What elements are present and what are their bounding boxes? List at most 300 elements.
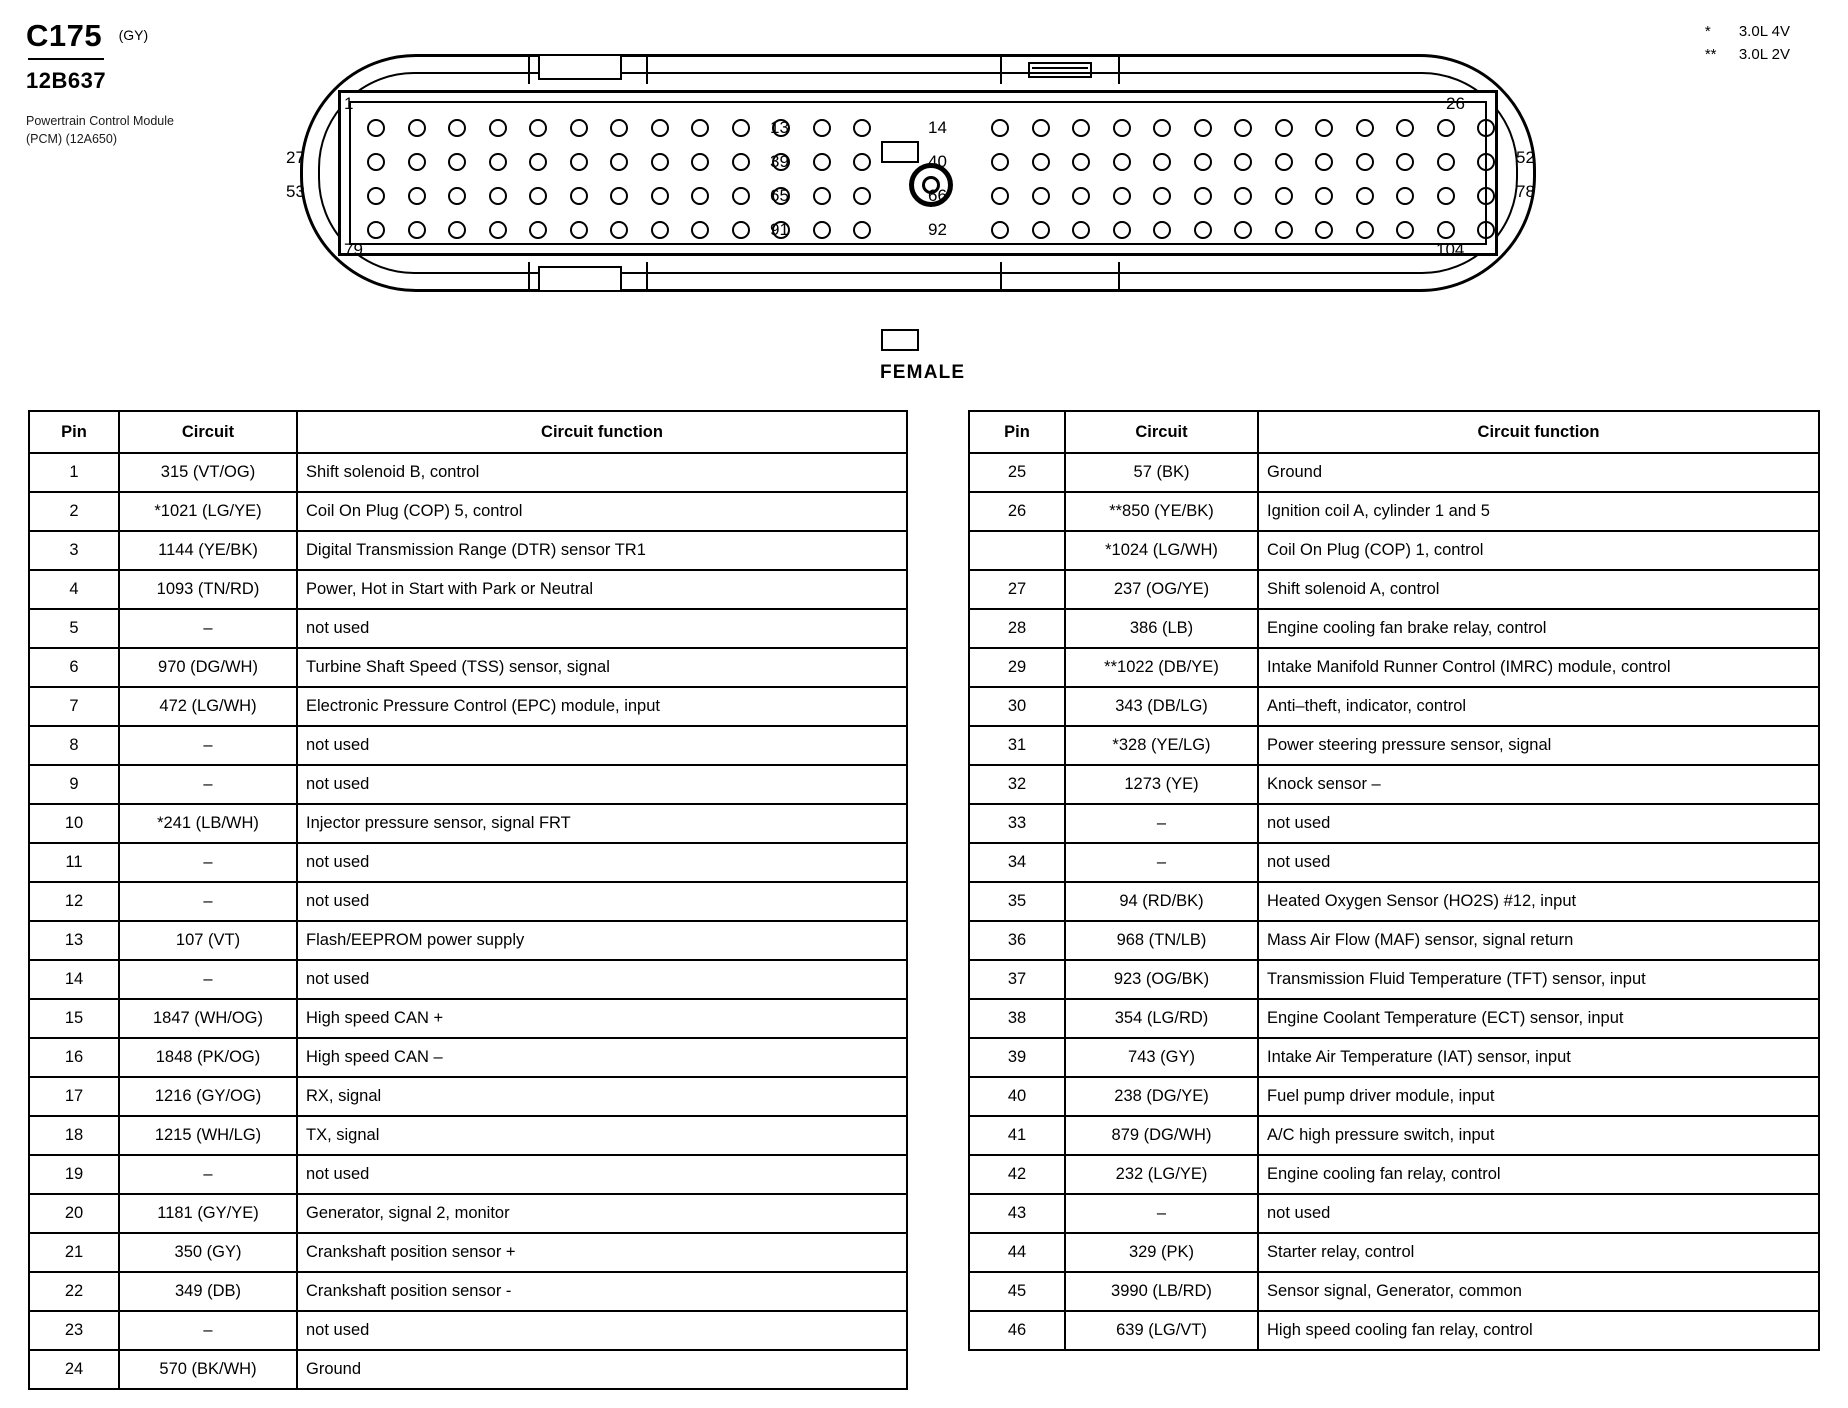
cell-circuit-function: Power, Hot in Start with Park or Neutral <box>297 570 907 609</box>
cell-pin: 17 <box>29 1077 119 1116</box>
pin-hole <box>1356 187 1374 205</box>
cell-pin: 24 <box>29 1350 119 1389</box>
cell-circuit: – <box>1065 804 1258 843</box>
cell-pin: 12 <box>29 882 119 921</box>
cell-circuit-function: Ground <box>297 1350 907 1389</box>
pin-label-104: 104 <box>1436 240 1465 259</box>
cell-circuit: – <box>119 882 297 921</box>
cell-circuit: – <box>119 1155 297 1194</box>
cell-circuit: 1848 (PK/OG) <box>119 1038 297 1077</box>
cell-circuit: 343 (DB/LG) <box>1065 687 1258 726</box>
pin-hole <box>853 119 871 137</box>
pin-hole <box>691 221 709 239</box>
pin-hole <box>691 153 709 171</box>
cell-circuit: 472 (LG/WH) <box>119 687 297 726</box>
pin-label-92: 92 <box>928 220 947 239</box>
pin-hole <box>1194 153 1212 171</box>
cell-pin: 1 <box>29 453 119 492</box>
cell-circuit-function: Sensor signal, Generator, common <box>1258 1272 1819 1311</box>
table-row <box>29 921 907 960</box>
cell-circuit: 350 (GY) <box>119 1233 297 1272</box>
cell-circuit: 879 (DG/WH) <box>1065 1116 1258 1155</box>
cell-circuit-function: not used <box>297 1155 907 1194</box>
pin-hole <box>1032 119 1050 137</box>
pin-hole <box>1194 221 1212 239</box>
pin-label-1: 1 <box>344 94 354 113</box>
cell-circuit: 354 (LG/RD) <box>1065 999 1258 1038</box>
legend-text: 3.0L 4V <box>1738 23 1790 40</box>
pin-hole <box>651 119 669 137</box>
pin-hole <box>1072 153 1090 171</box>
cell-circuit-function: Shift solenoid B, control <box>297 453 907 492</box>
connector-tab-top-left <box>538 54 622 80</box>
legend-mark: * <box>1704 23 1711 40</box>
table-row <box>29 882 907 921</box>
connector-top-marking <box>1028 62 1092 78</box>
table-row <box>969 960 1819 999</box>
pin-hole <box>1032 187 1050 205</box>
cell-pin: 11 <box>29 843 119 882</box>
pin-hole <box>1356 119 1374 137</box>
column-header-circuit: Circuit <box>1065 411 1258 453</box>
cell-circuit: 349 (DB) <box>119 1272 297 1311</box>
cell-pin: 44 <box>969 1233 1065 1272</box>
pin-hole <box>651 153 669 171</box>
cell-pin <box>969 531 1065 570</box>
pin-hole <box>1234 187 1252 205</box>
pin-hole <box>1113 221 1131 239</box>
table-row <box>969 1233 1819 1272</box>
cell-circuit-function: Turbine Shaft Speed (TSS) sensor, signal <box>297 648 907 687</box>
part-number: 12B637 <box>26 68 107 93</box>
pin-hole <box>570 119 588 137</box>
pin-hole <box>1032 221 1050 239</box>
pin-label-66: 66 <box>928 186 947 205</box>
pin-hole <box>1275 221 1293 239</box>
pin-hole <box>1194 119 1212 137</box>
cell-pin: 19 <box>29 1155 119 1194</box>
legend-mark: ** <box>1704 46 1717 64</box>
cell-pin: 10 <box>29 804 119 843</box>
pin-hole <box>691 187 709 205</box>
pin-hole <box>448 153 466 171</box>
pin-hole <box>991 119 1009 137</box>
table-row <box>29 999 907 1038</box>
connector-key-top <box>881 141 919 163</box>
pin-hole <box>1275 119 1293 137</box>
pin-hole <box>610 187 628 205</box>
table-row <box>969 1311 1819 1350</box>
cell-circuit-function: Heated Oxygen Sensor (HO2S) #12, input <box>1258 882 1819 921</box>
pin-hole <box>367 187 385 205</box>
cell-circuit-function: Flash/EEPROM power supply <box>297 921 907 960</box>
pin-hole <box>1315 221 1333 239</box>
cell-circuit-function: not used <box>297 609 907 648</box>
cell-circuit: 1144 (YE/BK) <box>119 531 297 570</box>
pin-hole <box>813 153 831 171</box>
pin-hole <box>732 153 750 171</box>
column-header-function: Circuit function <box>1258 411 1819 453</box>
pin-hole <box>1153 187 1171 205</box>
pin-hole <box>408 153 426 171</box>
table-row <box>969 648 1819 687</box>
cell-circuit-function: Intake Manifold Runner Control (IMRC) module, control <box>1258 648 1819 687</box>
pin-hole <box>1153 119 1171 137</box>
cell-circuit: – <box>119 609 297 648</box>
pin-hole <box>991 153 1009 171</box>
cell-pin: 32 <box>969 765 1065 804</box>
cell-pin: 7 <box>29 687 119 726</box>
cell-circuit-function: Ground <box>1258 453 1819 492</box>
table-row <box>29 765 907 804</box>
connector-diagram <box>286 40 1540 290</box>
pin-hole <box>489 119 507 137</box>
table-row <box>969 687 1819 726</box>
pin-row-left-1 <box>367 119 871 137</box>
pin-hole <box>1194 187 1212 205</box>
pin-row-left-3 <box>367 187 871 205</box>
cell-circuit: 743 (GY) <box>1065 1038 1258 1077</box>
pin-label-78: 78 <box>1516 182 1535 201</box>
pin-hole <box>448 221 466 239</box>
cell-circuit: 1093 (TN/RD) <box>119 570 297 609</box>
cell-pin: 41 <box>969 1116 1065 1155</box>
column-header-circuit: Circuit <box>119 411 297 453</box>
pin-hole <box>732 119 750 137</box>
cell-circuit: 970 (DG/WH) <box>119 648 297 687</box>
cell-circuit-function: Power steering pressure sensor, signal <box>1258 726 1819 765</box>
pin-label-40: 40 <box>928 152 947 171</box>
pin-label-79: 79 <box>344 240 363 259</box>
pin-hole <box>1396 187 1414 205</box>
column-header-pin: Pin <box>969 411 1065 453</box>
cell-circuit: – <box>119 843 297 882</box>
cell-circuit-function: not used <box>297 1311 907 1350</box>
cell-pin: 20 <box>29 1194 119 1233</box>
pin-hole <box>1437 221 1455 239</box>
cell-pin: 3 <box>29 531 119 570</box>
table-row <box>29 1116 907 1155</box>
cell-circuit: *328 (YE/LG) <box>1065 726 1258 765</box>
pin-hole <box>1477 119 1495 137</box>
pin-hole <box>367 153 385 171</box>
pin-hole <box>1275 187 1293 205</box>
table-row <box>29 1233 907 1272</box>
pinout-table-left <box>28 410 908 1390</box>
cell-circuit-function: Engine Coolant Temperature (ECT) sensor, input <box>1258 999 1819 1038</box>
pin-row-left-2 <box>367 153 871 171</box>
pin-row-right-4 <box>991 221 1495 239</box>
cell-pin: 40 <box>969 1077 1065 1116</box>
pin-hole <box>367 119 385 137</box>
cell-circuit-function: Fuel pump driver module, input <box>1258 1077 1819 1116</box>
cell-circuit: 639 (LG/VT) <box>1065 1311 1258 1350</box>
pin-row-left-4 <box>367 221 871 239</box>
table-row <box>29 687 907 726</box>
cell-circuit-function: not used <box>1258 1194 1819 1233</box>
legend-item <box>1705 20 1790 43</box>
pin-hole <box>1477 187 1495 205</box>
cell-circuit: 237 (OG/YE) <box>1065 570 1258 609</box>
table-row <box>969 1272 1819 1311</box>
cell-pin: 37 <box>969 960 1065 999</box>
pin-hole <box>489 187 507 205</box>
cell-circuit: 1181 (GY/YE) <box>119 1194 297 1233</box>
cell-pin: 16 <box>29 1038 119 1077</box>
pin-hole <box>1396 221 1414 239</box>
pin-hole <box>570 221 588 239</box>
cell-pin: 38 <box>969 999 1065 1038</box>
pin-hole <box>853 187 871 205</box>
cell-circuit: 238 (DG/YE) <box>1065 1077 1258 1116</box>
cell-pin: 33 <box>969 804 1065 843</box>
table-row <box>29 531 907 570</box>
pin-hole <box>853 153 871 171</box>
cell-circuit-function: High speed cooling fan relay, control <box>1258 1311 1819 1350</box>
pin-hole <box>610 153 628 171</box>
cell-circuit: *1021 (LG/YE) <box>119 492 297 531</box>
cell-pin: 5 <box>29 609 119 648</box>
cell-pin: 21 <box>29 1233 119 1272</box>
cell-circuit: 107 (VT) <box>119 921 297 960</box>
pin-label-91: 91 <box>770 220 789 239</box>
cell-pin: 39 <box>969 1038 1065 1077</box>
cell-pin: 25 <box>969 453 1065 492</box>
cell-pin: 2 <box>29 492 119 531</box>
module-description-line2: (PCM) (12A650) <box>26 132 117 147</box>
cell-circuit-function: not used <box>1258 843 1819 882</box>
pin-label-52: 52 <box>1516 148 1535 167</box>
cell-circuit-function: Crankshaft position sensor - <box>297 1272 907 1311</box>
pin-hole <box>1437 153 1455 171</box>
cell-pin: 15 <box>29 999 119 1038</box>
pin-hole <box>732 187 750 205</box>
table-row <box>29 1077 907 1116</box>
pin-hole <box>853 221 871 239</box>
pin-hole <box>991 221 1009 239</box>
header-divider <box>28 58 104 60</box>
cell-circuit-function: not used <box>297 765 907 804</box>
pin-row-right-3 <box>991 187 1495 205</box>
column-header-function: Circuit function <box>297 411 907 453</box>
connector-gender-label: FEMALE <box>880 362 966 383</box>
table-row <box>29 1272 907 1311</box>
cell-pin: 43 <box>969 1194 1065 1233</box>
table-row <box>29 1155 907 1194</box>
table-row <box>29 609 907 648</box>
table-row <box>969 999 1819 1038</box>
cell-circuit: 1847 (WH/OG) <box>119 999 297 1038</box>
table-row <box>969 843 1819 882</box>
cell-circuit-function: Intake Air Temperature (IAT) sensor, input <box>1258 1038 1819 1077</box>
cell-circuit: 1273 (YE) <box>1065 765 1258 804</box>
cell-circuit-function: High speed CAN + <box>297 999 907 1038</box>
pinout-table-right <box>968 410 1820 1351</box>
cell-circuit-function: not used <box>297 882 907 921</box>
table-row <box>969 921 1819 960</box>
cell-circuit-function: Knock sensor – <box>1258 765 1819 804</box>
cell-circuit: 923 (OG/BK) <box>1065 960 1258 999</box>
cell-circuit-function: Coil On Plug (COP) 1, control <box>1258 531 1819 570</box>
pin-hole <box>1396 119 1414 137</box>
cell-circuit: 968 (TN/LB) <box>1065 921 1258 960</box>
cell-pin: 35 <box>969 882 1065 921</box>
cell-circuit: 94 (RD/BK) <box>1065 882 1258 921</box>
table-header-row <box>969 411 1819 453</box>
table-row <box>969 1194 1819 1233</box>
cell-circuit-function: Digital Transmission Range (DTR) sensor TR1 <box>297 531 907 570</box>
connector-body <box>338 90 1498 256</box>
pin-hole <box>408 119 426 137</box>
pin-hole <box>529 221 547 239</box>
cell-pin: 26 <box>969 492 1065 531</box>
pin-hole <box>489 153 507 171</box>
pin-hole <box>651 221 669 239</box>
cell-circuit: **850 (YE/BK) <box>1065 492 1258 531</box>
pin-hole <box>529 187 547 205</box>
table-row <box>969 492 1819 531</box>
pin-hole <box>1315 187 1333 205</box>
cell-pin: 28 <box>969 609 1065 648</box>
table-row <box>29 648 907 687</box>
pin-hole <box>691 119 709 137</box>
cell-circuit-function: RX, signal <box>297 1077 907 1116</box>
cell-circuit: 570 (BK/WH) <box>119 1350 297 1389</box>
table-row <box>969 531 1819 570</box>
pin-hole <box>1113 187 1131 205</box>
cell-circuit-function: not used <box>1258 804 1819 843</box>
table-row <box>969 804 1819 843</box>
cell-circuit: 57 (BK) <box>1065 453 1258 492</box>
cell-pin: 18 <box>29 1116 119 1155</box>
cell-circuit-function: not used <box>297 843 907 882</box>
cell-pin: 31 <box>969 726 1065 765</box>
table-row <box>29 804 907 843</box>
cell-circuit-function: Coil On Plug (COP) 5, control <box>297 492 907 531</box>
cell-circuit: 315 (VT/OG) <box>119 453 297 492</box>
cell-pin: 22 <box>29 1272 119 1311</box>
pin-hole <box>1477 153 1495 171</box>
cell-pin: 45 <box>969 1272 1065 1311</box>
cell-circuit: – <box>119 765 297 804</box>
cell-circuit: 3990 (LB/RD) <box>1065 1272 1258 1311</box>
pin-label-26: 26 <box>1446 94 1465 113</box>
table-row <box>969 726 1819 765</box>
connector-code: C175 <box>26 18 103 53</box>
pin-hole <box>448 187 466 205</box>
table-row <box>969 1155 1819 1194</box>
cell-circuit: 386 (LB) <box>1065 609 1258 648</box>
cell-circuit: – <box>119 726 297 765</box>
pin-hole <box>651 187 669 205</box>
pin-hole <box>813 221 831 239</box>
pin-hole <box>1437 119 1455 137</box>
pin-hole <box>1032 153 1050 171</box>
pin-hole <box>367 221 385 239</box>
cell-circuit-function: Anti–theft, indicator, control <box>1258 687 1819 726</box>
pin-hole <box>1072 119 1090 137</box>
table-row <box>969 1077 1819 1116</box>
cell-circuit-function: Mass Air Flow (MAF) sensor, signal return <box>1258 921 1819 960</box>
cell-circuit-function: Ignition coil A, cylinder 1 and 5 <box>1258 492 1819 531</box>
pin-hole <box>1113 153 1131 171</box>
table-row <box>29 570 907 609</box>
pin-label-39: 39 <box>770 152 789 171</box>
connector-color: (GY) <box>118 27 149 43</box>
pin-hole <box>1356 221 1374 239</box>
pin-row-right-2 <box>991 153 1495 171</box>
table-row <box>29 1350 907 1389</box>
pin-hole <box>991 187 1009 205</box>
pin-hole <box>570 187 588 205</box>
cell-circuit-function: Engine cooling fan relay, control <box>1258 1155 1819 1194</box>
pin-hole <box>1437 187 1455 205</box>
legend-item <box>1705 43 1790 66</box>
table-row <box>29 843 907 882</box>
table-row <box>29 960 907 999</box>
pin-hole <box>448 119 466 137</box>
table-row <box>29 1311 907 1350</box>
table-row <box>29 492 907 531</box>
table-row <box>29 726 907 765</box>
connector-key-bottom <box>881 329 919 351</box>
cell-pin: 42 <box>969 1155 1065 1194</box>
pin-label-14: 14 <box>928 118 947 137</box>
pin-label-53: 53 <box>286 182 305 201</box>
pin-hole <box>610 221 628 239</box>
cell-pin: 30 <box>969 687 1065 726</box>
cell-circuit-function: Crankshaft position sensor + <box>297 1233 907 1272</box>
cell-circuit: *1024 (LG/WH) <box>1065 531 1258 570</box>
pin-hole <box>813 187 831 205</box>
pin-hole <box>489 221 507 239</box>
cell-circuit-function: not used <box>297 960 907 999</box>
module-description <box>26 112 296 148</box>
cell-circuit-function: Shift solenoid A, control <box>1258 570 1819 609</box>
pin-hole <box>1396 153 1414 171</box>
connector-tab-bottom-left <box>538 266 622 292</box>
table-row <box>969 1116 1819 1155</box>
cell-circuit-function: High speed CAN – <box>297 1038 907 1077</box>
pin-hole <box>408 221 426 239</box>
cell-circuit-function: Engine cooling fan brake relay, control <box>1258 609 1819 648</box>
cell-pin: 36 <box>969 921 1065 960</box>
cell-pin: 34 <box>969 843 1065 882</box>
cell-pin: 4 <box>29 570 119 609</box>
pin-hole <box>732 221 750 239</box>
pin-hole <box>813 119 831 137</box>
cell-circuit: – <box>119 960 297 999</box>
cell-circuit-function: Transmission Fluid Temperature (TFT) sensor, input <box>1258 960 1819 999</box>
cell-pin: 23 <box>29 1311 119 1350</box>
cell-circuit: **1022 (DB/YE) <box>1065 648 1258 687</box>
pin-hole <box>1234 221 1252 239</box>
cell-circuit-function: Generator, signal 2, monitor <box>297 1194 907 1233</box>
footnote-legend <box>1705 20 1790 67</box>
pin-label-65: 65 <box>770 186 789 205</box>
column-header-pin: Pin <box>29 411 119 453</box>
pin-hole <box>1234 119 1252 137</box>
cell-circuit-function: Electronic Pressure Control (EPC) module, input <box>297 687 907 726</box>
cell-pin: 13 <box>29 921 119 960</box>
module-description-line1: Powertrain Control Module <box>26 114 174 128</box>
table-header-row <box>29 411 907 453</box>
pin-hole <box>1072 221 1090 239</box>
cell-circuit: 329 (PK) <box>1065 1233 1258 1272</box>
cell-circuit: – <box>1065 1194 1258 1233</box>
cell-circuit: 232 (LG/YE) <box>1065 1155 1258 1194</box>
table-row <box>969 453 1819 492</box>
